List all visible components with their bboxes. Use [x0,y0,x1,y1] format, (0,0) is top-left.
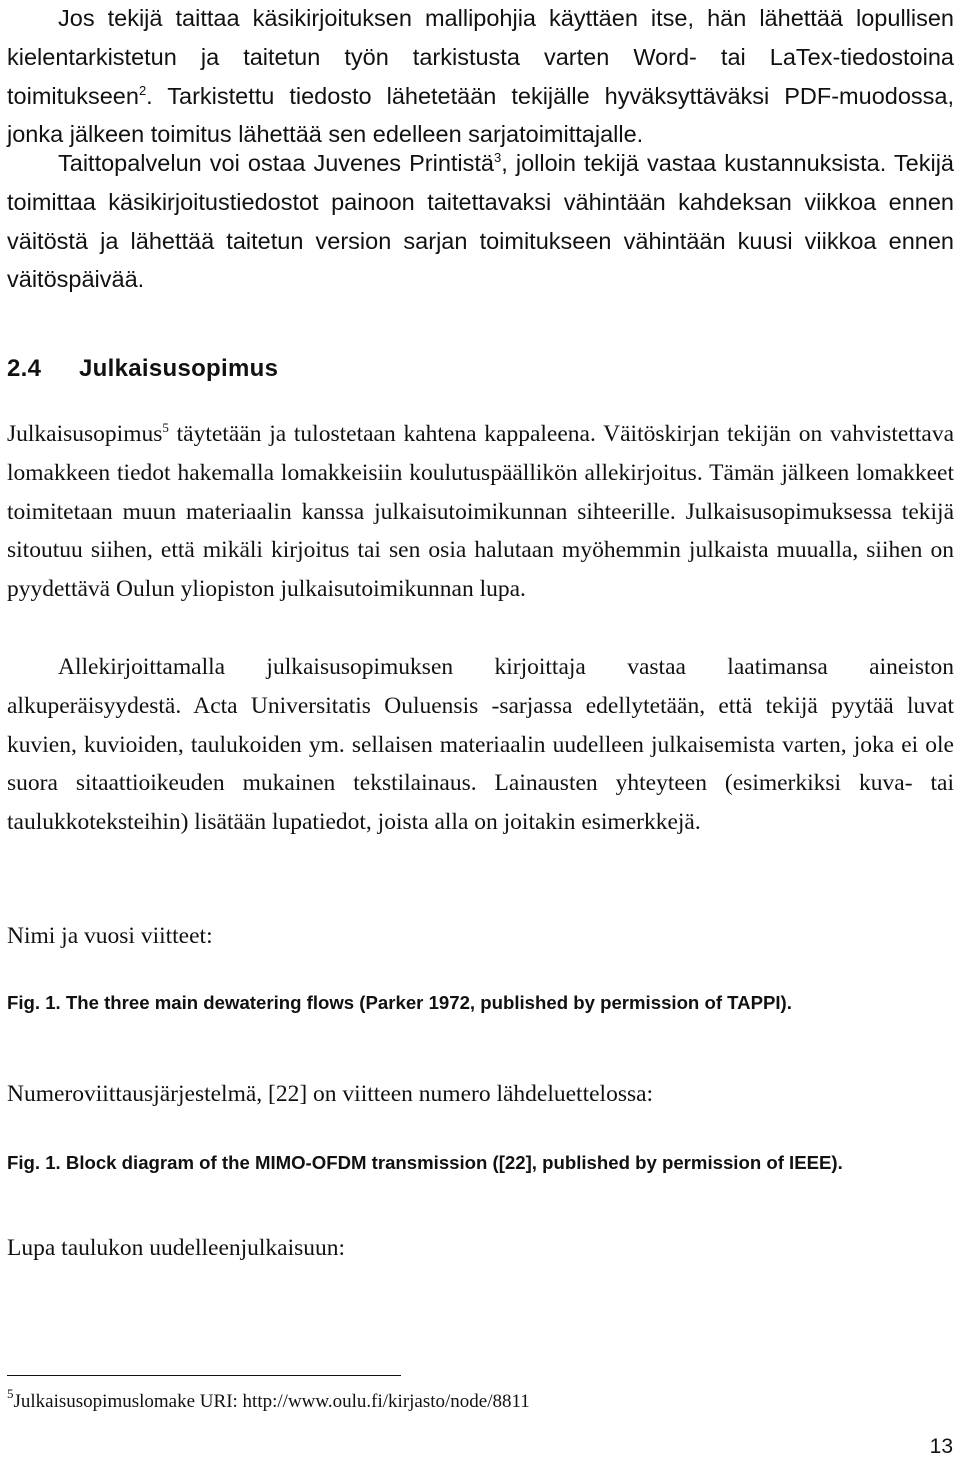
paragraph-signing [7,648,954,842]
example-name-year-label: Nimi ja vuosi viitteet: [7,923,213,949]
footnote [7,1387,530,1417]
section-heading [7,350,278,388]
page-number: 13 [929,1435,953,1458]
paragraph-agreement-text-1: Julkaisusopimus [7,421,163,447]
footnote-reference-3: 3 [494,150,502,165]
paragraph-layout [7,0,954,154]
footnote-text: Julkaisusopimuslomake URI: http://www.oulu.fi/kirjasto/node/8811 [13,1391,530,1412]
paragraph-layout-text-1: Jos tekijä taittaa käsikirjoituksen mallipohjia käyttäen itse, hän lähettää lopullisen kielentarkistetun ja taitetun työn tarkistusta varten Word- tai LaTex-tiedostoina toimitukseen [7,5,954,109]
paragraph-agreement-text-2: täytetään ja tulostetaan kahtena kappaleena. Väitöskirjan tekijän on vahvistettava lomakkeen tiedot hakemalla lomakkeisiin koulutuspäällikön allekirjoitus. Tämän jälkeen lomakkeet toimitetaan muun materiaalin kanssa julkaisutoimikunnan sihteerille. Julkaisusopimuksessa tekijä sitoutuu siihen, että mikäli kirjoitus tai sen osia halutaan myöhemmin julkaista muualla, siihen on pyydettävä Oulun yliopiston julkaisutoimikunnan lupa. [7,421,954,603]
footnote-divider [7,1375,401,1376]
paragraph-juvenes [7,144,954,299]
example-name-year-caption: Fig. 1. The three main dewatering flows (Parker 1972, published by permission of TAPPI). [7,992,792,1013]
footnote-reference-2: 2 [138,82,147,98]
example-numeric-caption: Fig. 1. Block diagram of the MIMO-OFDM transmission ([22], published by permission of IEEE). [7,1152,843,1173]
footnote-marker: 5 [7,1386,14,1401]
paragraph-juvenes-text-2: , jolloin tekijä vastaa kustannuksista. Tekijä toimittaa käsikirjoitustiedostot painoon taitettavaksi vähintään kahdeksan viikkoa ennen väitöstä ja lähettää taitetun version sarjan toimitukseen vähintään kuusi viikkoa ennen väitöspäivää. [7,150,955,293]
paragraph-signing-text: Allekirjoittamalla julkaisusopimuksen kirjoittaja vastaa laatimansa aineiston alkuperäisyydestä. Acta Universitatis Ouluensis -sarjassa edellytetään, että tekijä pyytää luvat kuvien, kuvioiden, taulukoiden ym. sellaisen materiaalin uudelleen julkaisemista varten, joka ei ole suora sitaattioikeuden mukainen tekstilainaus. Lainausten yhteyteen (esimerkiksi kuva- tai taulukkoteksteihin) lisätään lupatiedot, joista alla on joitakin esimerkkejä. [7,654,954,836]
paragraph-layout-text-2: . Tarkistettu tiedosto lähetetään tekijälle hyväksyttäväksi PDF-muodossa, jonka jälkeen toimitus lähettää sen edelleen sarjatoimittajalle. [7,82,954,148]
paragraph-agreement [7,415,954,609]
paragraph-juvenes-text-1: Taittopalvelun voi ostaa Juvenes Printistä [58,150,494,176]
section-title: Julkaisusopimus [79,355,279,382]
table-permission-label: Lupa taulukon uudelleenjulkaisuun: [7,1235,346,1261]
example-numeric-label: Numeroviittausjärjestelmä, [22] on viitteen numero lähdeluettelossa: [7,1081,654,1107]
footnote-reference-5: 5 [162,420,169,435]
section-number: 2.4 [7,355,42,382]
